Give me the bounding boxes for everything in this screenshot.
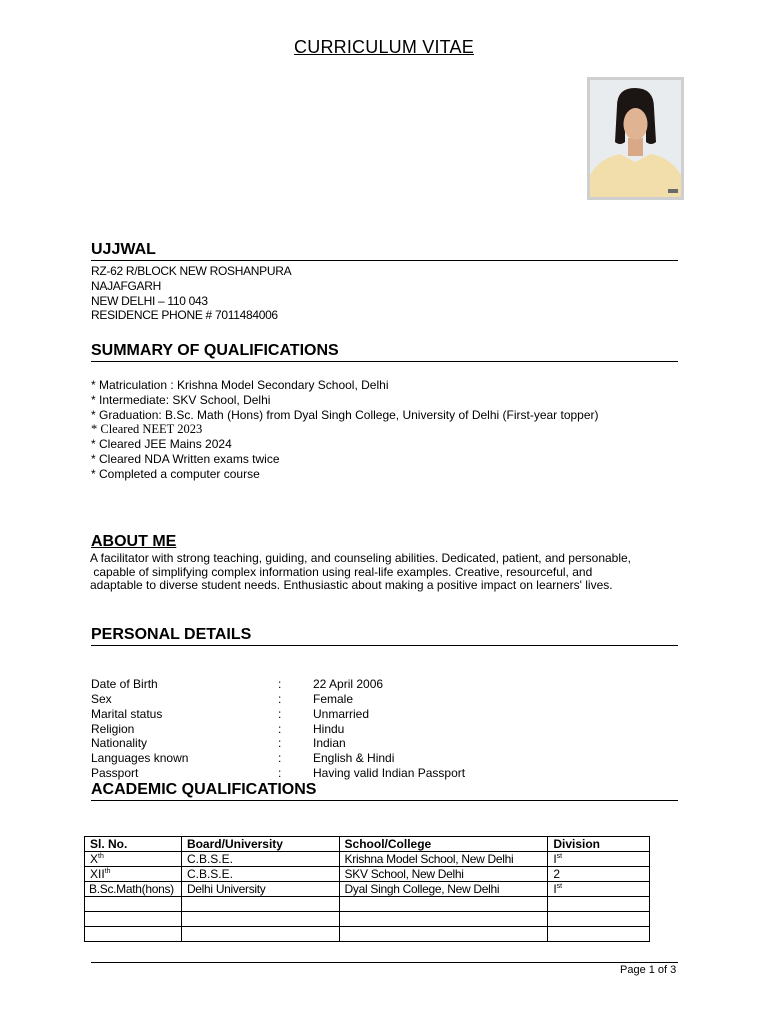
about-line: adaptable to diverse student needs. Enthusiastic about making a positive impact on learners' lives.: [90, 578, 613, 592]
summary-item: * Graduation: B.Sc. Math (Hons) from Dyal Singh College, University of Delhi (First-year topper): [91, 407, 599, 422]
serial-cell: B.Sc.Math(hons): [85, 882, 182, 897]
personal-label: Passport: [91, 766, 139, 780]
footer-divider: [91, 962, 678, 963]
column-header: Sl. No.: [85, 837, 182, 852]
personal-row-sex: [91, 692, 591, 707]
board-cell: C.B.S.E.: [181, 867, 339, 882]
phone-line: RESIDENCE PHONE # 7011484006: [91, 308, 278, 323]
personal-value: Hindu: [313, 722, 345, 736]
academic-table: [84, 836, 650, 942]
personal-label: Nationality: [91, 736, 148, 750]
table-row-empty: [85, 897, 650, 912]
personal-value: Female: [313, 692, 354, 706]
serial-cell: Xth: [85, 852, 182, 867]
table-row: [85, 852, 650, 867]
summary-item: * Intermediate: SKV School, Delhi: [91, 392, 271, 407]
personal-value: Indian: [313, 736, 346, 750]
personal-row-dob: [91, 677, 591, 692]
about-line: capable of simplifying complex information using real-life examples. Creative, resourceful, and: [90, 564, 593, 579]
personal-value: Having valid Indian Passport: [313, 766, 466, 780]
about-line: A facilitator with strong teaching, guiding, and counseling abilities. Dedicated, patient, and personable,: [90, 551, 632, 565]
profile-photo: [587, 77, 684, 200]
school-cell: Dyal Singh College, New Delhi: [339, 882, 548, 897]
table-row: [85, 882, 650, 897]
division-cell: Ist: [548, 852, 650, 867]
division-cell: 2: [548, 867, 650, 882]
column-header: Division: [548, 837, 650, 852]
address-line: RZ-62 R/BLOCK NEW ROSHANPURA: [91, 264, 292, 278]
summary-list: [91, 378, 599, 482]
personal-value: Unmarried: [313, 707, 370, 721]
table-row-empty: [85, 927, 650, 942]
personal-value: English & Hindi: [313, 751, 395, 765]
personal-row-marital: [91, 707, 591, 722]
document-title: CURRICULUM VITAE: [294, 37, 474, 57]
summary-item: * Completed a computer course: [91, 466, 260, 481]
address-line: NEW DELHI – 110 043: [91, 293, 208, 308]
about-text: [90, 552, 670, 593]
board-cell: C.B.S.E.: [181, 852, 339, 867]
personal-separator: :: [278, 692, 282, 706]
candidate-name: UJJWAL: [91, 241, 678, 261]
personal-label: Date of Birth: [91, 677, 158, 691]
address-line: NAJAFGARH: [91, 278, 161, 293]
summary-item: * Matriculation : Krishna Model Secondary School, Delhi: [91, 378, 389, 392]
personal-label: Sex: [91, 692, 112, 706]
personal-label: Marital status: [91, 707, 163, 721]
personal-row-religion: [91, 722, 591, 737]
column-header: Board/University: [181, 837, 339, 852]
personal-separator: :: [278, 766, 282, 780]
school-cell: SKV School, New Delhi: [339, 867, 548, 882]
personal-label: Religion: [91, 722, 135, 736]
personal-separator: :: [278, 722, 282, 736]
table-header-row: [85, 837, 650, 852]
summary-item: * Cleared NDA Written exams twice: [91, 451, 280, 466]
personal-row-languages: [91, 751, 591, 766]
column-header: School/College: [339, 837, 548, 852]
personal-separator: :: [278, 751, 282, 765]
table-row: [85, 867, 650, 882]
personal-label: Languages known: [91, 751, 189, 765]
summary-item: * Cleared NEET 2023: [91, 422, 203, 437]
personal-row-passport: [91, 766, 591, 781]
summary-item: * Cleared JEE Mains 2024: [91, 437, 232, 452]
about-heading: ABOUT ME: [91, 533, 177, 550]
personal-separator: :: [278, 707, 282, 721]
serial-cell: XIIth: [85, 867, 182, 882]
personal-row-nationality: [91, 736, 591, 751]
personal-value: 22 April 2006: [313, 677, 384, 691]
academic-heading: ACADEMIC QUALIFICATIONS: [91, 781, 678, 801]
school-cell: Krishna Model School, New Delhi: [339, 852, 548, 867]
contact-address: [91, 264, 291, 323]
page-number: Page 1 of 3: [620, 964, 677, 976]
table-row-empty: [85, 912, 650, 927]
summary-heading: SUMMARY OF QUALIFICATIONS: [91, 342, 678, 362]
portrait-image: [590, 80, 681, 197]
personal-separator: :: [278, 677, 282, 691]
personal-separator: :: [278, 736, 282, 750]
personal-heading: PERSONAL DETAILS: [91, 626, 678, 646]
division-cell: Ist: [548, 882, 650, 897]
board-cell: Delhi University: [181, 882, 339, 897]
